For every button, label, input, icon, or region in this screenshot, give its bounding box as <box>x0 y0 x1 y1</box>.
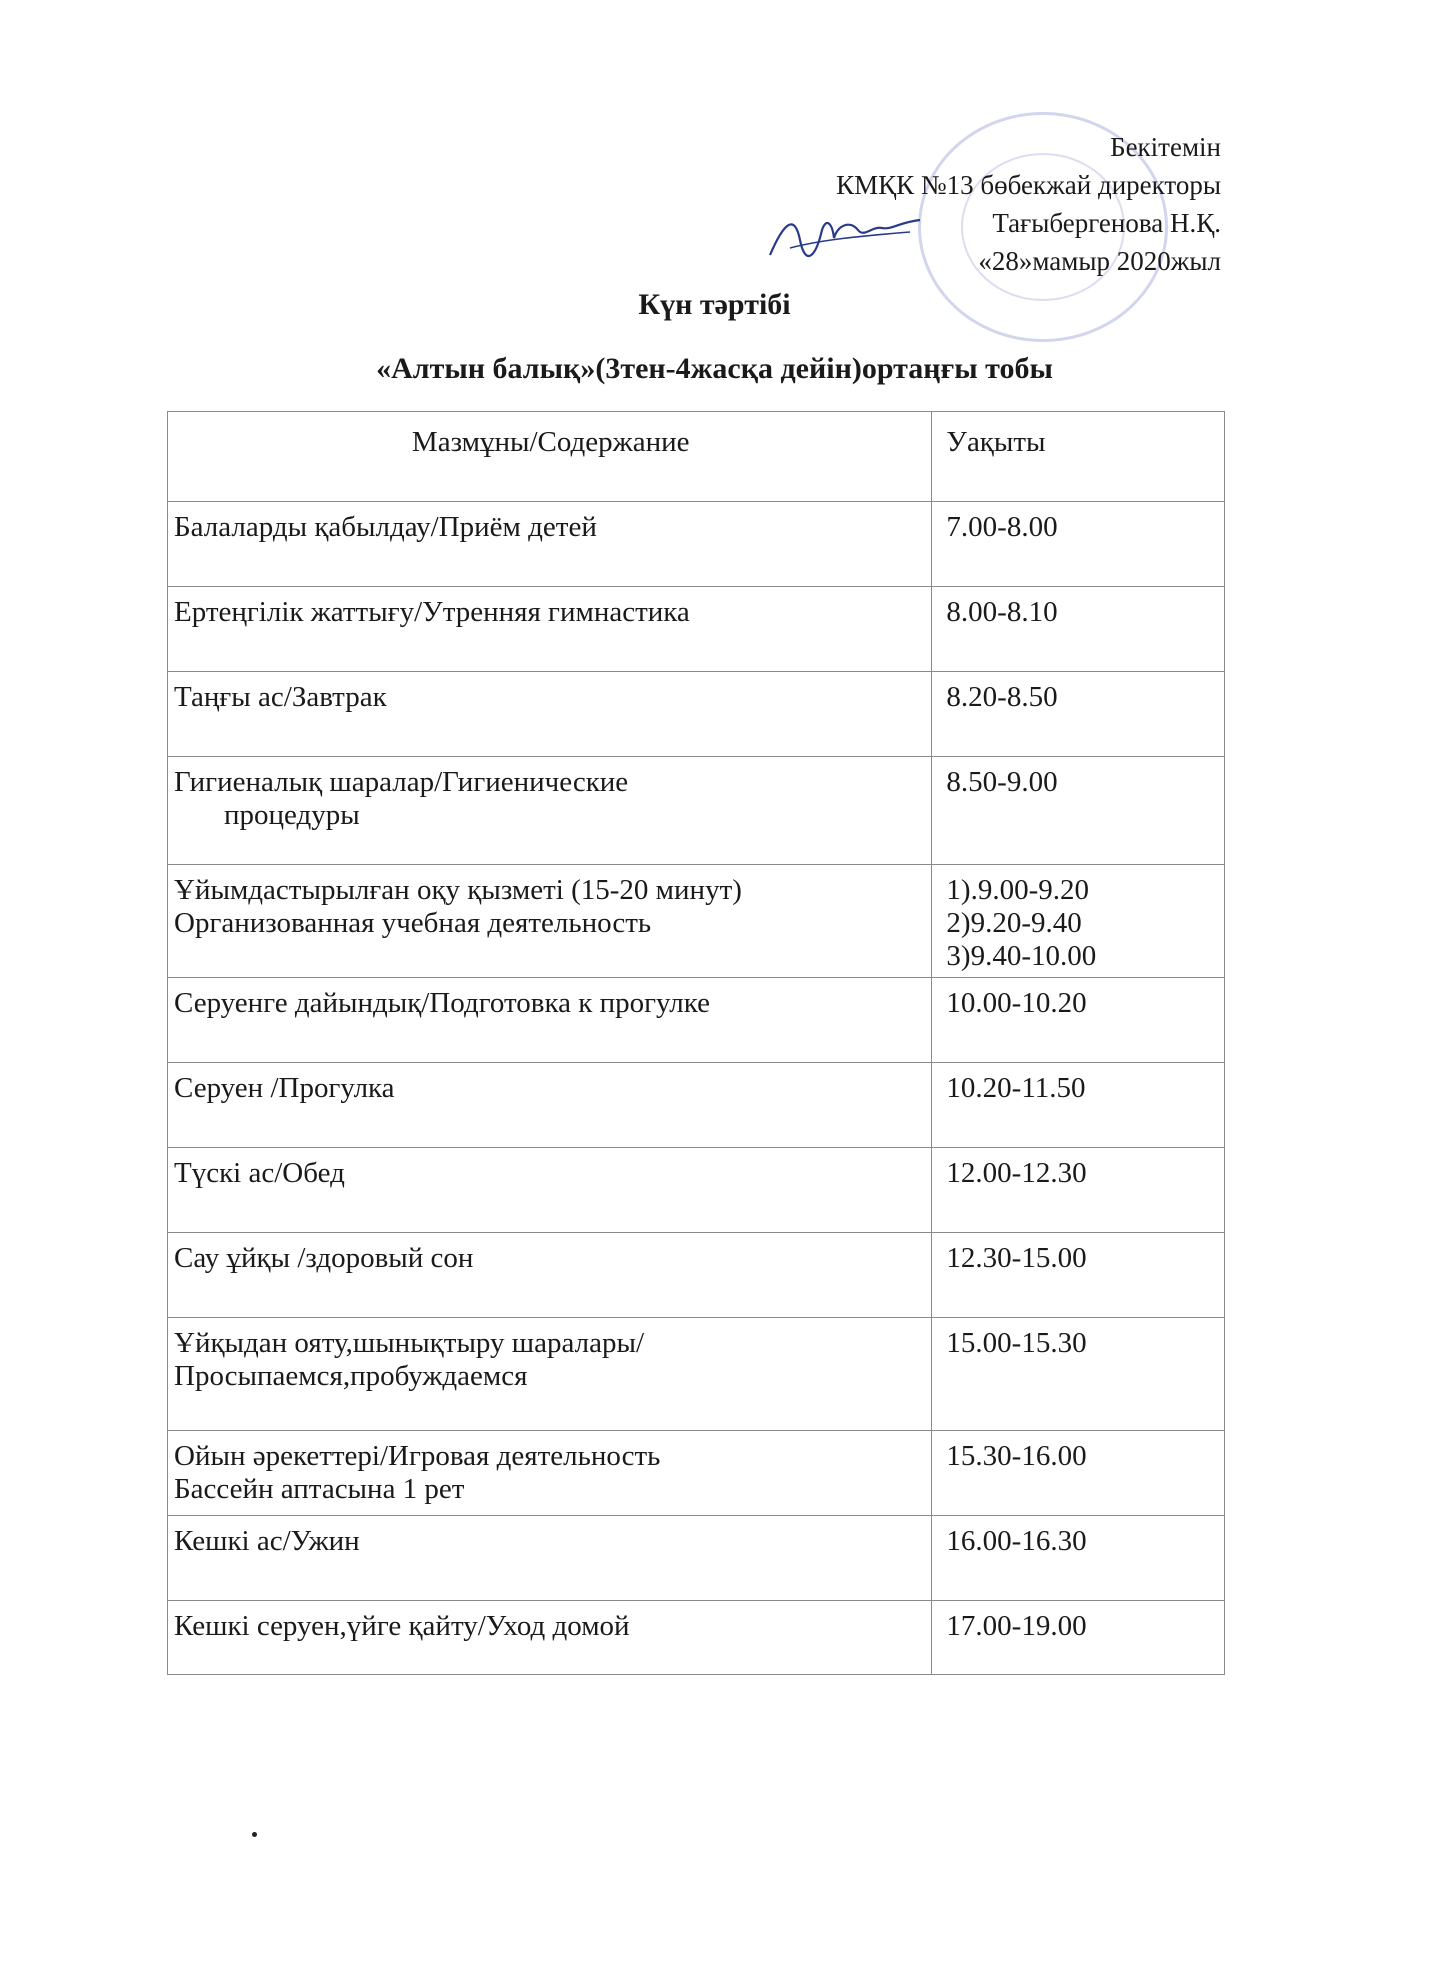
table-row <box>168 1516 1225 1601</box>
table-row <box>168 1233 1225 1318</box>
time-line: 8.20-8.50 <box>946 681 1058 713</box>
cell-content <box>168 978 932 1063</box>
approval-line-name: Тағыбергенова Н.Қ. <box>992 208 1221 238</box>
content-line: Ертеңгілік жаттығу/Утренняя гимнастика <box>174 596 690 628</box>
cell-time <box>932 1601 1225 1675</box>
schedule-table <box>167 411 1225 1675</box>
table-row <box>168 672 1225 757</box>
cell-time <box>932 978 1225 1063</box>
content-line: Серуенге дайындық/Подготовка к прогулке <box>174 987 710 1019</box>
cell-content <box>168 1148 932 1233</box>
cell-content <box>168 1318 932 1431</box>
cell-content <box>168 1601 932 1675</box>
signature-icon <box>760 200 930 270</box>
cell-content <box>168 1431 932 1516</box>
cell-time <box>932 1148 1225 1233</box>
cell-time <box>932 1516 1225 1601</box>
cell-content <box>168 587 932 672</box>
time-line: 3)9.40-10.00 <box>946 940 1097 972</box>
content-line: Гигиеналық шаралар/Гигиенические <box>174 766 629 798</box>
time-line: 10.00-10.20 <box>946 987 1087 1019</box>
time-line: 15.30-16.00 <box>946 1440 1087 1472</box>
table-row <box>168 757 1225 865</box>
cell-time <box>932 865 1225 978</box>
cell-content <box>168 1516 932 1601</box>
cell-content <box>168 672 932 757</box>
content-line: Ойын әрекеттері/Игровая деятельность <box>174 1440 661 1472</box>
page-subtitle: «Алтын балық»(3тен-4жасқа дейін)ортаңғы тобы <box>376 352 1053 385</box>
stray-mark <box>252 1832 257 1837</box>
table-row <box>168 587 1225 672</box>
content-line: Сау ұйқы /здоровый сон <box>174 1242 474 1274</box>
table-row <box>168 978 1225 1063</box>
content-line: Бассейн аптасына 1 рет <box>174 1473 465 1505</box>
content-line: Балаларды қабылдау/Приём детей <box>174 511 597 543</box>
cell-time <box>932 1233 1225 1318</box>
time-line: 8.50-9.00 <box>946 766 1058 798</box>
time-line: 1).9.00-9.20 <box>946 874 1089 906</box>
page-title: Күн тәртібі <box>638 288 791 321</box>
cell-time <box>932 1431 1225 1516</box>
content-line: Таңғы ас/Завтрак <box>174 681 387 713</box>
time-line: 2)9.20-9.40 <box>946 907 1082 939</box>
time-line: 16.00-16.30 <box>946 1525 1087 1557</box>
table-row <box>168 1063 1225 1148</box>
time-line: 12.30-15.00 <box>946 1242 1087 1274</box>
approval-line-approve: Бекітемін <box>1110 132 1221 162</box>
content-line: Ұйымдастырылған оқу қызметі (15-20 минут) <box>174 874 742 906</box>
approval-line-position: КМҚК №13 бөбекжай директоры <box>836 170 1221 200</box>
header-time: Уақыты <box>932 412 1225 502</box>
cell-content <box>168 1063 932 1148</box>
cell-time <box>932 1063 1225 1148</box>
time-line: 7.00-8.00 <box>946 511 1058 543</box>
content-line: Просыпаемся,пробуждаемся <box>174 1360 528 1392</box>
table-row <box>168 1601 1225 1675</box>
cell-content <box>168 757 932 865</box>
time-line: 17.00-19.00 <box>946 1610 1087 1642</box>
cell-content <box>168 1233 932 1318</box>
approval-line-date: «28»мамыр 2020жыл <box>978 246 1221 276</box>
cell-content <box>168 865 932 978</box>
content-line: процедуры <box>224 799 360 831</box>
content-line: Кешкі ас/Ужин <box>174 1525 360 1557</box>
time-line: 12.00-12.30 <box>946 1157 1087 1189</box>
table-row <box>168 1431 1225 1516</box>
cell-content <box>168 502 932 587</box>
content-line: Организованная учебная деятельность <box>174 907 652 939</box>
content-line: Кешкі серуен,үйге қайту/Уход домой <box>174 1610 630 1642</box>
time-line: 15.00-15.30 <box>946 1327 1087 1359</box>
time-line: 8.00-8.10 <box>946 596 1058 628</box>
content-line: Ұйқыдан ояту,шынықтыру шаралары/ <box>174 1327 645 1359</box>
table-row <box>168 865 1225 978</box>
cell-time <box>932 502 1225 587</box>
table-row <box>168 502 1225 587</box>
cell-time <box>932 1318 1225 1431</box>
table-header-row <box>168 412 1225 502</box>
cell-time <box>932 587 1225 672</box>
content-line: Серуен /Прогулка <box>174 1072 395 1104</box>
time-line: 10.20-11.50 <box>946 1072 1086 1104</box>
content-line: Түскі ас/Обед <box>174 1157 345 1189</box>
cell-time <box>932 672 1225 757</box>
header-content: Мазмұны/Содержание <box>168 412 932 502</box>
table-row <box>168 1318 1225 1431</box>
cell-time <box>932 757 1225 865</box>
table-row <box>168 1148 1225 1233</box>
